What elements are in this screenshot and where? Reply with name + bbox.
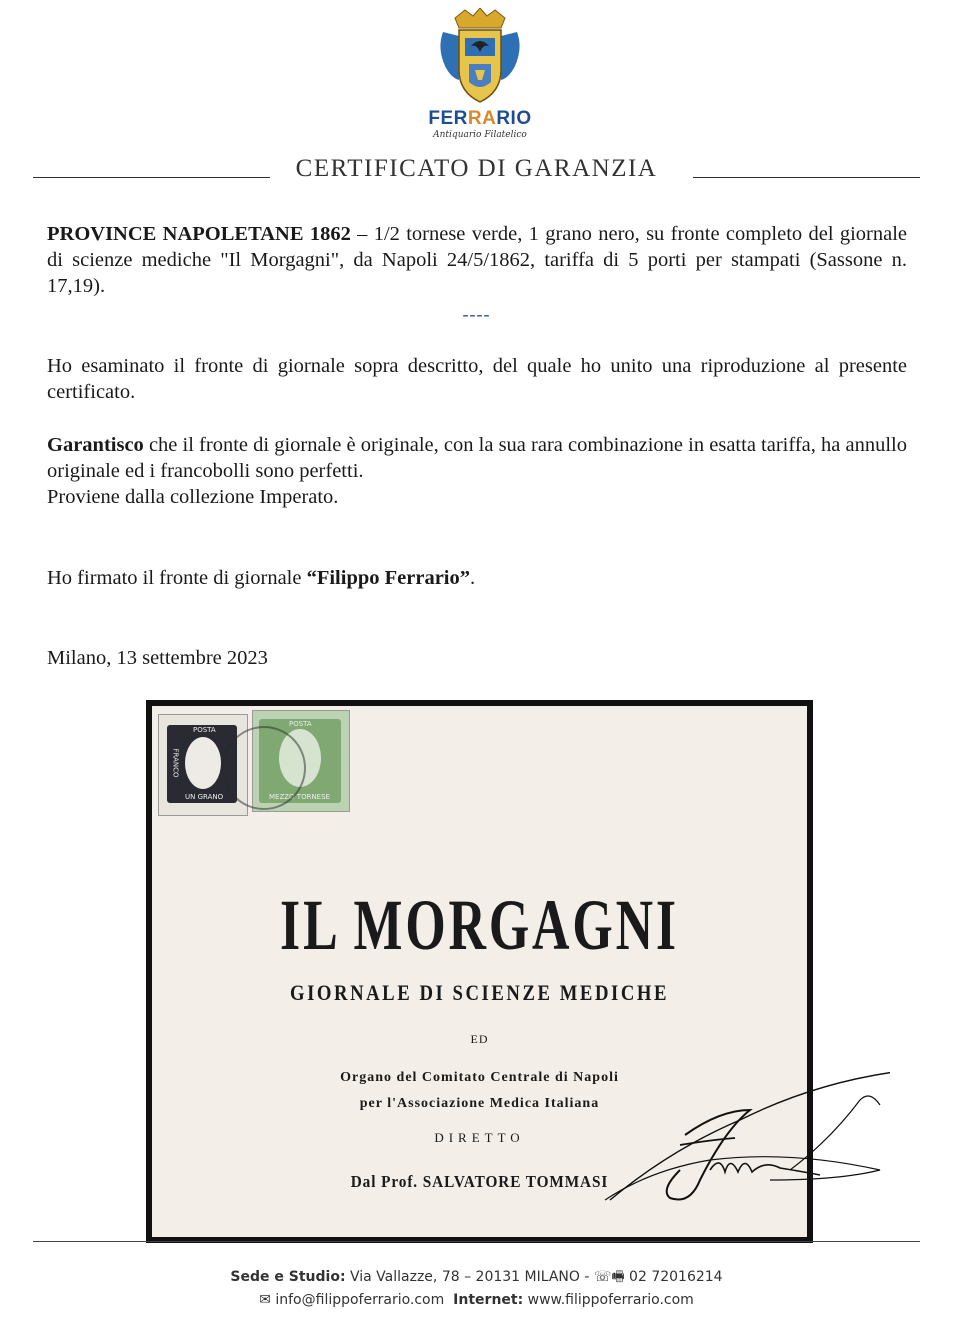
certificate-title-row (33, 155, 920, 185)
coat-of-arms-icon (435, 8, 525, 106)
footer-address: Sede e Studio: Via Vallazze, 78 – 20131 MILANO - ☏🖷 02 72016214 (230, 1269, 723, 1285)
examination-paragraph: Ho esaminato il fronte di giornale sopra descritto, del quale ho unito una riproduzione al presente certificato. (47, 355, 907, 403)
company-logo (420, 8, 540, 138)
brand-subtitle: Antiquario Filatelico (433, 130, 527, 140)
postmark-cancel (222, 726, 306, 810)
stamp1-bottom-label: UN GRANO (185, 793, 224, 801)
stamp2-bottom-label: MEZZO TORNESE (269, 793, 330, 801)
newspaper-ed: ED (470, 1032, 489, 1046)
description-paragraph: PROVINCE NAPOLETANE 1862 – 1/2 tornese verde, 1 grano nero, su fronte completo del giornale di scienze mediche "Il Morgagni", da Napoli 24/5/1862, tariffa di 5 porti per stampati (Sassone n. 17,19). (47, 223, 907, 297)
separator: ---- (462, 304, 491, 324)
newspaper-director: Dal Prof. SALVATORE TOMMASI (350, 1172, 609, 1191)
newspaper-subtitle: GIORNALE DI SCIENZE MEDICHE (289, 980, 670, 1005)
certificate-title: CERTIFICATO DI GARANZIA (33, 155, 920, 183)
stamp1-top-label: POSTA (193, 726, 216, 734)
footer-email[interactable]: ✉ info@filippoferrario.com (259, 1292, 445, 1308)
newspaper-diretto: DIRETTO (434, 1130, 525, 1145)
handwritten-signature (590, 1060, 890, 1220)
signature-paragraph: Ho firmato il fronte di giornale “Filippo Ferrario”. (47, 567, 476, 589)
footer-contacts: ✉ info@filippoferrario.com Internet: www.filippoferrario.com (259, 1292, 694, 1308)
footer-rule (33, 1241, 920, 1242)
guarantee-paragraph: Garantisco che il fronte di giornale è originale, con la sua rara combinazione in esatta tariffa, ha annullo originale ed i francobolli sono perfetti. Proviene dalla collezione Imperato. (47, 434, 907, 508)
footer-website[interactable]: www.filippoferrario.com (523, 1292, 694, 1308)
newspaper-title: IL MORGAGNI (280, 885, 679, 965)
newspaper-line1: Organo del Comitato Centrale di Napoli (340, 1070, 619, 1085)
brand-name: FERRARIO (428, 108, 532, 129)
place-date: Milano, 13 settembre 2023 (47, 647, 268, 669)
stamp2-top-label: POSTA (289, 720, 312, 728)
newspaper-line2: per l'Associazione Medica Italiana (359, 1096, 600, 1111)
stamp1-side-label: FRANCO (171, 748, 180, 778)
